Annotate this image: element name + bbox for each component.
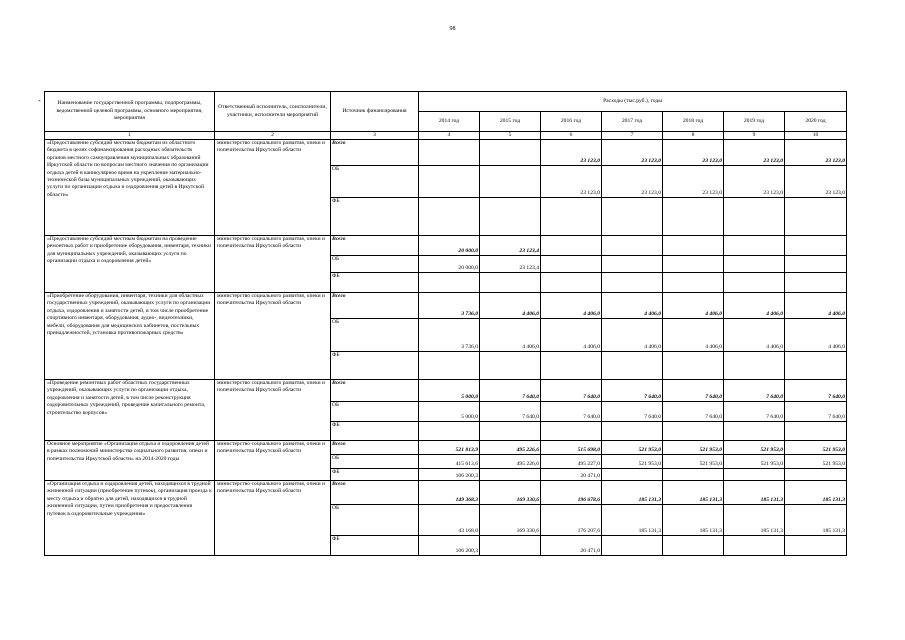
column-number: 6 — [541, 132, 602, 140]
value-cell: 185 131,3 — [724, 481, 785, 505]
value-cell — [785, 236, 847, 256]
value-cell: 23 123,0 — [724, 140, 785, 166]
value-cell — [663, 469, 724, 481]
executor-cell: министерство социального развития, опеки и попечительства Иркутской области — [215, 441, 331, 481]
executor-cell: министерство социального развития, опеки и попечительства Иркутской области — [215, 236, 331, 293]
value-cell: 495 226,6 — [480, 441, 541, 455]
program-name-cell: «Приобретение оборудования, инвентаря, техники для областных государственных учреждений, оказывающих услуги по организации отдыха, оздоровления и занятости детей, в том числе приобретение спортивного инвентаря, оборудования, аудио-, видеотехники, мебели, оборудования для медицинских кабинетов, постельных принадлежностей, установка противопожарных средств» — [45, 293, 215, 380]
value-cell: 7 640,0 — [724, 402, 785, 422]
source-cell: ФБ — [331, 273, 419, 293]
value-cell: 4 406,0 — [663, 293, 724, 319]
value-cell: 20 471,0 — [541, 469, 602, 481]
value-cell — [541, 198, 602, 236]
table-body — [45, 140, 847, 556]
column-number: 2 — [215, 132, 331, 140]
value-cell: 23 123,4 — [480, 256, 541, 273]
table-row — [45, 140, 847, 166]
program-name-cell: Основное мероприятие «Организация отдыха и оздоровления детей в рамках полномочий министерства социального развития, опеки и попечительства Иркутской области» на 2014-2020 годы — [45, 441, 215, 481]
value-cell — [663, 256, 724, 273]
value-cell — [480, 422, 541, 441]
program-name-cell: «Организация отдыха и оздоровления детей, находящихся в трудной жизненной ситуации (приобретение путевок), организация проезда к месту отдыха и обратно для детей, находящихся в трудной жизненной ситуации, путем приобретения и предоставления путевок в оздоровительные учреждения» — [45, 481, 215, 556]
value-cell: 23 123,0 — [602, 140, 663, 166]
value-cell — [663, 198, 724, 236]
value-cell — [541, 236, 602, 256]
value-cell: 185 131,3 — [602, 505, 663, 536]
value-cell: 4 406,0 — [663, 319, 724, 352]
source-cell: Всего — [331, 380, 419, 402]
value-cell — [602, 256, 663, 273]
value-cell — [724, 469, 785, 481]
value-cell — [785, 469, 847, 481]
table-row — [45, 481, 847, 505]
source-cell: ОБ — [331, 505, 419, 536]
value-cell — [724, 273, 785, 293]
value-cell — [785, 256, 847, 273]
value-cell: 23 123,0 — [541, 166, 602, 198]
value-cell: 169 330,6 — [480, 505, 541, 536]
source-cell: ОБ — [331, 455, 419, 469]
source-cell: ФБ — [331, 469, 419, 481]
header-year: 2015 год — [480, 112, 541, 132]
table-row — [45, 441, 847, 455]
value-cell: 185 131,3 — [785, 505, 847, 536]
value-cell — [419, 422, 480, 441]
value-cell: 4 406,0 — [724, 293, 785, 319]
value-cell — [602, 352, 663, 380]
value-cell — [724, 256, 785, 273]
page-number: 98 — [449, 26, 456, 32]
expenses-table — [44, 91, 847, 556]
column-number: 5 — [480, 132, 541, 140]
value-cell: 3 736,0 — [419, 319, 480, 352]
source-cell: ФБ — [331, 198, 419, 236]
value-cell — [480, 198, 541, 236]
value-cell: 176 207,6 — [541, 505, 602, 536]
value-cell — [663, 236, 724, 256]
value-cell: 4 406,0 — [602, 319, 663, 352]
header-year: 2017 год — [602, 112, 663, 132]
value-cell: 7 640,0 — [541, 402, 602, 422]
column-numbers-row — [45, 132, 847, 140]
header-year: 2018 год — [663, 112, 724, 132]
source-cell: ФБ — [331, 352, 419, 380]
source-cell: ОБ — [331, 256, 419, 273]
value-cell — [480, 469, 541, 481]
value-cell: 185 131,3 — [724, 505, 785, 536]
source-cell: Всего — [331, 293, 419, 319]
value-cell — [602, 236, 663, 256]
value-cell — [480, 166, 541, 198]
value-cell — [541, 422, 602, 441]
program-name-cell: «Проведение ремонтных работ областных государственных учреждений, оказывающих услуги по организации отдыха, оздоровления и занятости детей, в том числе реконструкция оздоровительных учреждений, проведение капитального ремонта, строительство корпусов» — [45, 380, 215, 441]
value-cell — [663, 536, 724, 556]
column-number: 7 — [602, 132, 663, 140]
value-cell — [419, 352, 480, 380]
value-cell: 4 406,0 — [541, 319, 602, 352]
source-cell: ФБ — [331, 422, 419, 441]
value-cell — [724, 536, 785, 556]
value-cell: 521 953,0 — [602, 441, 663, 455]
value-cell: 3 736,0 — [419, 293, 480, 319]
value-cell: 415 613,6 — [419, 455, 480, 469]
value-cell: 20 000,0 — [419, 236, 480, 256]
value-cell — [480, 273, 541, 293]
value-cell — [602, 469, 663, 481]
value-cell — [785, 198, 847, 236]
value-cell: 5 000,0 — [419, 402, 480, 422]
executor-cell: министерство социального развития, опеки и попечительства Иркутской области — [215, 481, 331, 556]
value-cell: 521 953,0 — [785, 441, 847, 455]
value-cell: 185 131,3 — [602, 481, 663, 505]
value-cell: 106 200,3 — [419, 469, 480, 481]
header-executor: Ответственный исполнитель, соисполнители, участники, исполнители мероприятий — [215, 92, 331, 132]
header-year: 2019 год — [724, 112, 785, 132]
value-cell — [785, 536, 847, 556]
value-cell: 5 000,0 — [419, 380, 480, 402]
column-number: 8 — [663, 132, 724, 140]
table-row — [45, 293, 847, 319]
value-cell — [419, 273, 480, 293]
value-cell: 185 131,3 — [785, 481, 847, 505]
value-cell: 185 131,3 — [663, 505, 724, 536]
value-cell: 106 200,3 — [419, 536, 480, 556]
header-source: Источник финансирования — [331, 92, 419, 132]
value-cell: 7 640,0 — [663, 380, 724, 402]
header-program: Наименование государственной программы, подпрограммы, ведомственной целевой программы, основного мероприятия, мероприятия — [45, 92, 215, 132]
value-cell: 7 640,0 — [785, 380, 847, 402]
value-cell: 23 123,0 — [541, 140, 602, 166]
source-cell: Всего — [331, 441, 419, 455]
value-cell — [724, 352, 785, 380]
value-cell: 23 123,0 — [602, 166, 663, 198]
value-cell — [480, 352, 541, 380]
value-cell: 7 640,0 — [541, 380, 602, 402]
column-number: 4 — [419, 132, 480, 140]
header-year: 2016 год — [541, 112, 602, 132]
value-cell: 4 406,0 — [480, 319, 541, 352]
margin-mark: - — [38, 96, 41, 105]
value-cell — [724, 198, 785, 236]
source-cell: ОБ — [331, 402, 419, 422]
header-expenses: Расходы (тыс.руб.), годы — [419, 92, 847, 112]
value-cell: 23 123,4 — [480, 236, 541, 256]
value-cell: 7 640,0 — [602, 380, 663, 402]
value-cell: 23 123,0 — [785, 166, 847, 198]
value-cell — [541, 273, 602, 293]
value-cell: 495 227,0 — [541, 455, 602, 469]
value-cell: 521 813,9 — [419, 441, 480, 455]
value-cell: 149 368,3 — [419, 481, 480, 505]
value-cell — [419, 198, 480, 236]
value-cell: 23 123,0 — [724, 166, 785, 198]
value-cell — [663, 352, 724, 380]
value-cell: 196 678,6 — [541, 481, 602, 505]
source-cell: ОБ — [331, 319, 419, 352]
value-cell — [724, 236, 785, 256]
value-cell: 4 406,0 — [785, 319, 847, 352]
value-cell: 521 953,0 — [785, 455, 847, 469]
column-number: 10 — [785, 132, 847, 140]
value-cell: 23 123,0 — [663, 140, 724, 166]
value-cell — [663, 422, 724, 441]
value-cell — [480, 536, 541, 556]
value-cell: 43 168,0 — [419, 505, 480, 536]
column-number: 1 — [45, 132, 215, 140]
value-cell: 23 123,0 — [663, 166, 724, 198]
value-cell: 4 406,0 — [724, 319, 785, 352]
value-cell: 521 953,0 — [663, 441, 724, 455]
value-cell: 185 131,3 — [663, 481, 724, 505]
table-row — [45, 236, 847, 256]
value-cell — [541, 256, 602, 273]
value-cell — [541, 352, 602, 380]
value-cell: 515 698,0 — [541, 441, 602, 455]
value-cell: 521 953,0 — [724, 441, 785, 455]
value-cell: 4 406,0 — [785, 293, 847, 319]
column-number: 9 — [724, 132, 785, 140]
value-cell: 521 953,0 — [602, 455, 663, 469]
value-cell: 169 330,6 — [480, 481, 541, 505]
program-name-cell: «Предоставление субсидий местным бюджетам из областного бюджета в целях софинансирования расходных обязательств органов местного самоуправления муниципальных образований Иркутской области по вопросам местного значения по организации отдыха детей в каникулярное время на укрепление материально-технической базы муниципальных учреждений, оказывающих услуги по организации отдыха и оздоровления детей в Иркутской области» — [45, 140, 215, 236]
value-cell: 7 640,0 — [785, 402, 847, 422]
value-cell: 7 640,0 — [602, 402, 663, 422]
value-cell: 521 953,0 — [663, 455, 724, 469]
value-cell: 4 406,0 — [541, 293, 602, 319]
value-cell: 7 640,0 — [480, 402, 541, 422]
value-cell: 7 640,0 — [724, 380, 785, 402]
value-cell: 7 640,0 — [480, 380, 541, 402]
source-cell: Всего — [331, 140, 419, 166]
value-cell — [785, 422, 847, 441]
value-cell — [419, 140, 480, 166]
value-cell — [480, 140, 541, 166]
executor-cell: министерство социального развития, опеки и попечительства Иркутской области — [215, 380, 331, 441]
executor-cell: министерство социального развития, опеки и попечительства Иркутской области — [215, 140, 331, 236]
value-cell — [602, 198, 663, 236]
value-cell: 4 406,0 — [480, 293, 541, 319]
value-cell: 521 953,0 — [724, 455, 785, 469]
value-cell — [419, 166, 480, 198]
value-cell — [602, 273, 663, 293]
source-cell: ФБ — [331, 536, 419, 556]
value-cell: 7 640,0 — [663, 402, 724, 422]
value-cell: 20 000,0 — [419, 256, 480, 273]
value-cell: 4 406,0 — [602, 293, 663, 319]
source-cell: Всего — [331, 236, 419, 256]
value-cell — [602, 422, 663, 441]
table-row — [45, 380, 847, 402]
column-number: 3 — [331, 132, 419, 140]
value-cell — [785, 273, 847, 293]
source-cell: ОБ — [331, 166, 419, 198]
header-year: 2014 год — [419, 112, 480, 132]
value-cell: 495 226,6 — [480, 455, 541, 469]
header-year: 2020 год — [785, 112, 847, 132]
value-cell — [602, 536, 663, 556]
executor-cell: министерство социального развития, опеки и попечительства Иркутской области — [215, 293, 331, 380]
program-name-cell: «Предоставление субсидий местным бюджетам на проведение ремонтных работ и приобретение оборудования, инвентаря, техники для муниципальных учреждений, оказывающих услуги по организации отдыха и оздоровления детей» — [45, 236, 215, 293]
value-cell — [724, 422, 785, 441]
value-cell — [785, 352, 847, 380]
value-cell: 20 471,0 — [541, 536, 602, 556]
value-cell: 23 123,0 — [785, 140, 847, 166]
value-cell — [663, 273, 724, 293]
source-cell: Всего — [331, 481, 419, 505]
